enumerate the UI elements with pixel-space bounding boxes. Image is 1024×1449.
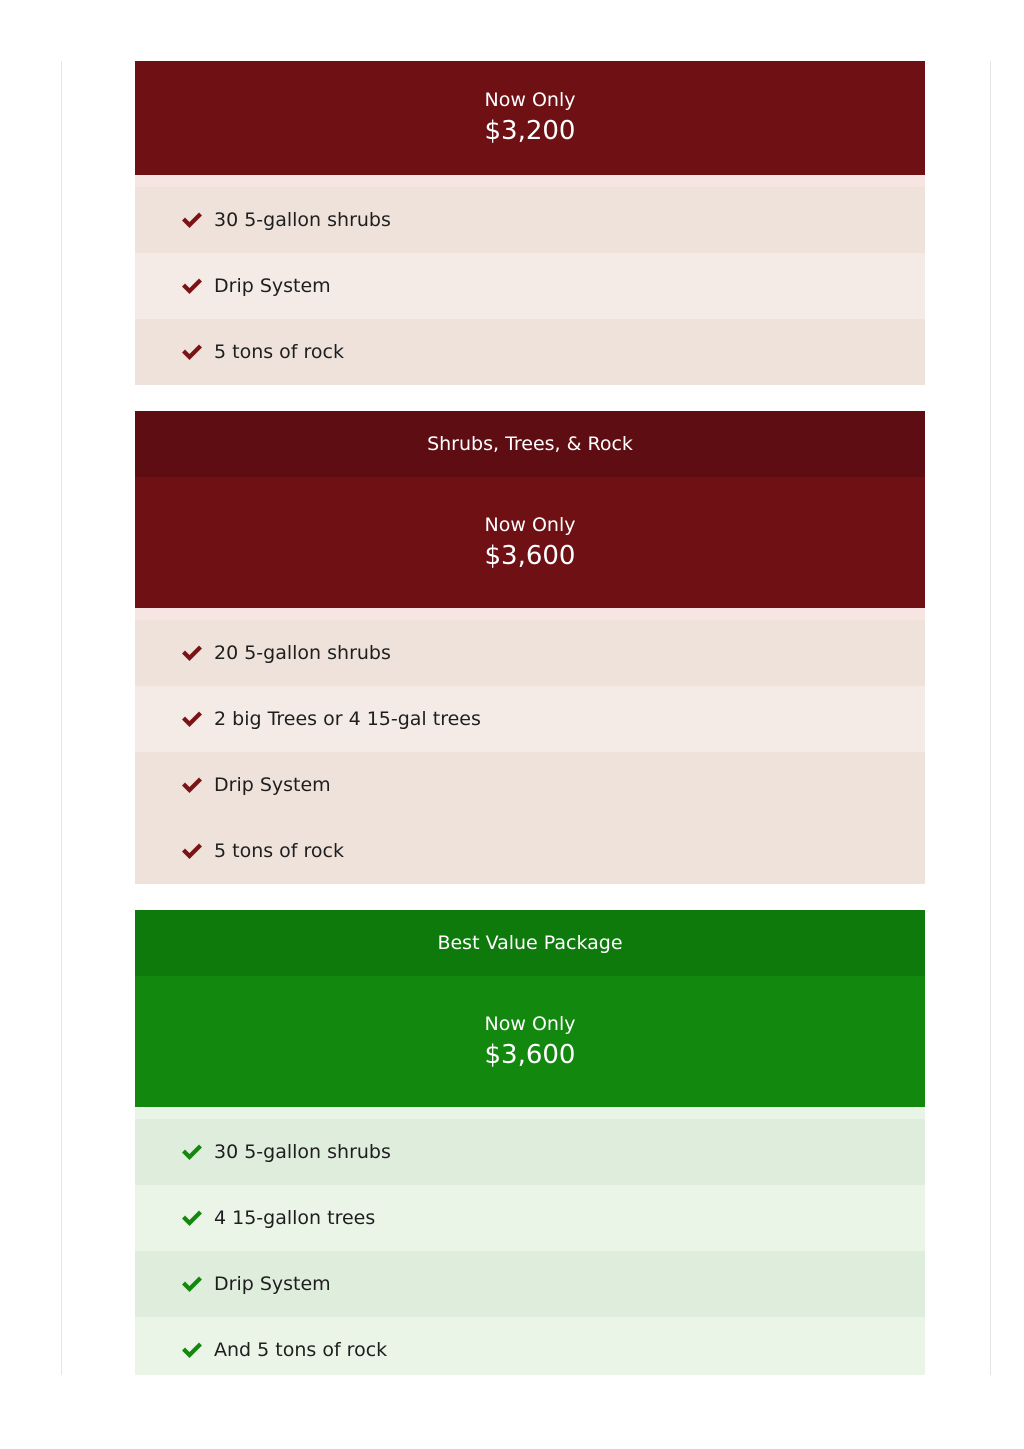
feature-item: [135, 818, 925, 884]
package-card-1: [135, 61, 925, 385]
feature-item: [135, 187, 925, 253]
package-title: Best Value Package: [135, 910, 925, 976]
feature-item: [135, 319, 925, 385]
pricing-column: [135, 61, 925, 1375]
check-icon: [181, 842, 203, 860]
separator: [135, 608, 925, 620]
price-value: $3,200: [484, 116, 576, 146]
check-icon: [181, 1143, 203, 1161]
separator: [135, 1107, 925, 1119]
check-icon: [181, 1209, 203, 1227]
feature-label: 5 tons of rock: [214, 341, 345, 363]
package-card-2: [135, 411, 925, 884]
price-value: $3,600: [484, 1039, 576, 1070]
check-icon: [181, 343, 203, 361]
feature-item: [135, 1185, 925, 1251]
feature-item: [135, 752, 925, 818]
price-value: $3,600: [484, 540, 576, 571]
check-icon: [181, 211, 203, 229]
feature-item: [135, 1251, 925, 1317]
feature-label: 30 5-gallon shrubs: [214, 209, 391, 231]
feature-label: 20 5-gallon shrubs: [214, 642, 391, 664]
now-only-label: Now Only: [484, 513, 576, 536]
check-icon: [181, 710, 203, 728]
price-block: [135, 477, 925, 608]
price-block: [135, 976, 925, 1107]
feature-label: Drip System: [214, 774, 331, 796]
check-icon: [181, 277, 203, 295]
feature-item: [135, 686, 925, 752]
feature-label: 4 15-gallon trees: [214, 1207, 376, 1229]
feature-item: [135, 1119, 925, 1185]
feature-label: And 5 tons of rock: [214, 1339, 388, 1361]
feature-label: 30 5-gallon shrubs: [214, 1141, 391, 1163]
separator: [135, 175, 925, 187]
feature-label: Drip System: [214, 1273, 331, 1295]
check-icon: [181, 776, 203, 794]
page-frame: [61, 61, 991, 1375]
now-only-label: Now Only: [484, 1012, 576, 1035]
package-card-3: [135, 910, 925, 1375]
check-icon: [181, 1275, 203, 1293]
feature-item: [135, 253, 925, 319]
feature-label: 5 tons of rock: [214, 840, 345, 862]
feature-item: [135, 620, 925, 686]
check-icon: [181, 1341, 203, 1359]
price-block: [135, 61, 925, 175]
feature-label: Drip System: [214, 275, 331, 297]
check-icon: [181, 644, 203, 662]
feature-item: [135, 1317, 925, 1375]
now-only-label: Now Only: [484, 89, 576, 111]
package-title: Shrubs, Trees, & Rock: [135, 411, 925, 477]
feature-label: 2 big Trees or 4 15-gal trees: [214, 708, 481, 730]
